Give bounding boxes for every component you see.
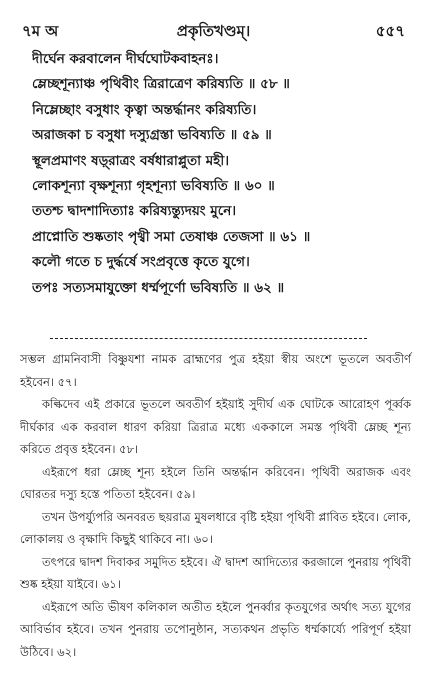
- verse-line: স্থূলপ্রমাণং ষড়্‌রাত্রং বর্ষধারাপ্লুতা মহী।: [32, 152, 230, 169]
- verse-line: অরাজকা চ বসুধা দস্যুগ্রস্তা ভবিষ্যতি ॥ ৫৯ ॥: [32, 127, 272, 144]
- commentary-paragraph: এইরূপে অতি ভীষণ কলিকাল অতীত হইলে পুনর্ব্বার কৃতযুগের অর্থাৎ সত্য যুগের আবির্ভাব হইবে। তখন পুনরায় তপোনুষ্ঠান, সত্যকথন প্রভৃতি ধর্ম্মকার্য্যে পরিপূর্ণ হইয়া উঠিবে। ৬২।: [20, 599, 411, 659]
- commentary-paragraph: তৎপরে দ্বাদশ দিবাকর সমুদিত হইবে। ঐ দ্বাদশ আদিত্যের করজালে পুনরায় পৃথিবী শুষ্ক হইয়া যাইবে। ৬১।: [20, 554, 411, 591]
- verse-line: ততশ্চ দ্বাদশাদিত্যাঃ করিষ্যন্ত্যুদয়ং মুনে।: [32, 203, 237, 220]
- verse-line: ম্লেচ্ছশূন্যাঞ্চ পৃথিবীং ত্রিরাত্রেণ করিষ্যতি ॥ ৫৮ ॥: [32, 76, 290, 93]
- commentary-paragraph: সম্ভল গ্রামনিবাসী বিষ্ণুযশা নামক ব্রাহ্মণের পুত্র হইয়া স্বীয় অংশে ভূতলে অবতীর্ণ হইবেন। ৫৭।: [20, 352, 411, 389]
- sanskrit-verses: [32, 47, 409, 301]
- page-header: [22, 20, 405, 42]
- verse-line: কলৌ গতে চ দুর্দ্ধর্ষে সংপ্রবৃত্তে কৃতে যুগে।: [32, 254, 250, 271]
- chapter-label: ৭ম অ: [22, 22, 59, 40]
- commentary-paragraph: তখন উপর্য্যুপরি অনবরত ছয়রাত্র মুষলধারে বৃষ্টি হইয়া পৃথিবী প্লাবিত হইবে। লোক, লোকালয় ও বৃক্ষাদি কিছুই থাকিবে না। ৬০।: [20, 509, 411, 546]
- verse-line: দীর্ঘেন করবালেন দীর্ঘঘোটকবাহনঃ।: [32, 51, 219, 67]
- section-divider: [50, 338, 367, 339]
- verse-line: নিম্লেচ্ছাং বসুধাং কৃত্বা অন্তর্দ্ধানং করিষ্যতি।: [32, 101, 257, 118]
- verse-line: লোকশূন্যা বৃক্ষশূন্যা গৃহশূন্যা ভবিষ্যতি ॥ ৬০ ॥: [32, 177, 275, 194]
- commentary-paragraph: এইরূপে ধরা ম্লেচ্ছ শূন্য হইলে তিনি অন্তর্দ্ধান করিবেন। পৃথিবী অরাজক এবং ঘোরতর দস্যু হস্তে পতিতা হইবেন। ৫৯।: [20, 464, 411, 501]
- page-number: ৫৫৭: [375, 22, 405, 40]
- bengali-commentary: [20, 348, 411, 663]
- verse-line: প্রাপ্নোতি শুষ্কতাং পৃথ্বী সমা তেষাঞ্চ তেজসা ॥ ৬১ ॥: [32, 228, 311, 245]
- verse-line: তপঃ সত্যসমাযুক্তো ধর্ম্মপূর্ণো ভবিষ্যতি ॥ ৬২ ॥: [32, 279, 285, 296]
- page-title: প্রকৃতিখণ্ডম্।: [176, 22, 251, 40]
- commentary-paragraph: কল্কিদেব এই প্রকারে ভূতলে অবতীর্ণ হইয়াই সুদীর্ঘ এক ঘোটকে আরোহণ পূর্ব্বক দীর্ঘকার এক করবাল ধারণ করিয়া ত্রিরাত্র মধ্যে এককালে সমস্ত পৃথিবী ম্লেচ্ছ শূন্য করিতে প্রবৃত্ত হইবেন। ৫৮।: [20, 397, 411, 456]
